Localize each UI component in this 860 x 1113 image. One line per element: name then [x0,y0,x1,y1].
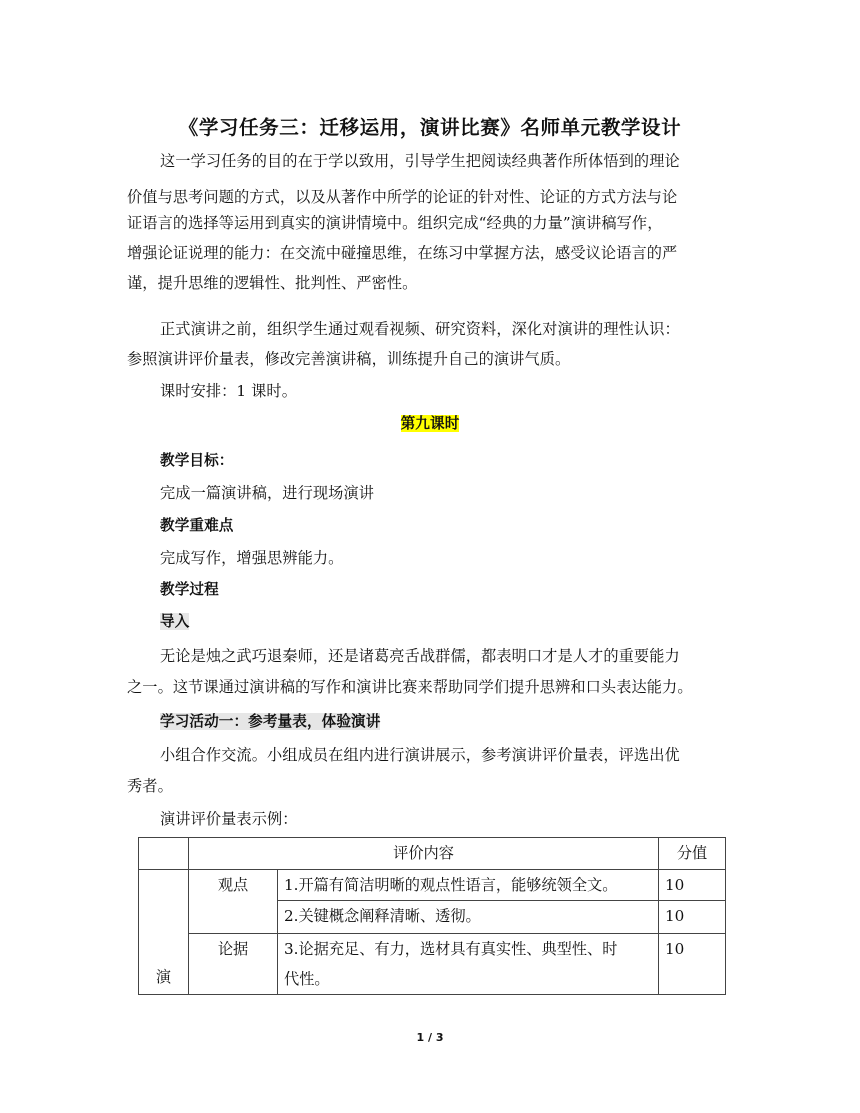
schedule-text: 课时安排：1 课时。 [160,382,297,400]
difficulty-heading: 教学重难点 [160,517,234,534]
criterion-text [278,934,659,995]
activity-heading: 学习活动一：参考量表，体验演讲 [160,713,381,730]
process-heading: 教学过程 [160,581,219,598]
activity-line-2: 秀者。 [127,777,173,795]
evaluation-table [138,837,726,995]
intro-line-2: 价值与思考问题的方式，以及从著作中所学的论证的针对性、论证的方式方法与论 [127,188,678,206]
category-viewpoint: 观点 [189,870,278,934]
para2-line-2: 参照演讲评价量表，修改完善演讲稿，训练提升自己的演讲气质。 [127,350,571,368]
lesson-heading: 第九课时 [400,415,460,432]
page-number: 1 / 3 [416,1031,444,1044]
criterion-score: 10 [659,870,726,901]
goal-heading: 教学目标： [160,452,234,469]
intro-line-1: 这一学习任务的目的在于学以致用，引导学生把阅读经典著作所体悟到的理论 [160,152,680,170]
criterion-text-line-2: 代性。 [284,970,330,988]
side-label: 演 [155,968,172,986]
table-row [139,870,726,901]
table-corner-cell [139,838,189,870]
criterion-score: 10 [659,934,726,995]
goal-text: 完成一篇演讲稿，进行现场演讲 [160,484,375,502]
intro-line-5: 谨，提升思维的逻辑性、批判性、严密性。 [127,274,418,292]
header-content: 评价内容 [189,838,659,870]
para2-line-1: 正式演讲之前，组织学生通过观看视频、研究资料，深化对演讲的理性认识： [160,320,680,338]
document-title: 《学习任务三：迁移运用，演讲比赛》名师单元教学设计 [178,116,682,139]
criterion-text: 2.关键概念阐释清晰、透彻。 [278,901,659,934]
table-row [139,934,726,995]
category-evidence: 论据 [189,934,278,995]
criterion-text-line-1: 3.论据充足、有力，选材具有真实性、典型性、时 [284,940,618,958]
intro-heading: 导入 [160,613,190,630]
intro-para-line-1: 无论是烛之武巧退秦师，还是诸葛亮舌战群儒，都表明口才是人才的重要能力 [160,647,680,665]
intro-line-4: 增强论证说理的能力：在交流中碰撞思维，在练习中掌握方法，感受议论语言的严 [127,244,678,262]
table-caption: 演讲评价量表示例： [160,810,298,828]
side-label-cell [139,870,189,995]
table-header-row [139,838,726,870]
header-score: 分值 [659,838,726,870]
intro-line-3: 证语言的选择等运用到真实的演讲情境中。组织完成“经典的力量”演讲稿写作， [127,214,663,232]
criterion-score: 10 [659,901,726,934]
difficulty-text: 完成写作，增强思辨能力。 [160,549,344,567]
activity-line-1: 小组合作交流。小组成员在组内进行演讲展示，参考演讲评价量表，评选出优 [160,746,680,764]
intro-para-line-2: 之一。这节课通过演讲稿的写作和演讲比赛来帮助同学们提升思辨和口头表达能力。 [127,678,693,696]
criterion-text: 1.开篇有简洁明晰的观点性语言，能够统领全文。 [278,870,659,901]
